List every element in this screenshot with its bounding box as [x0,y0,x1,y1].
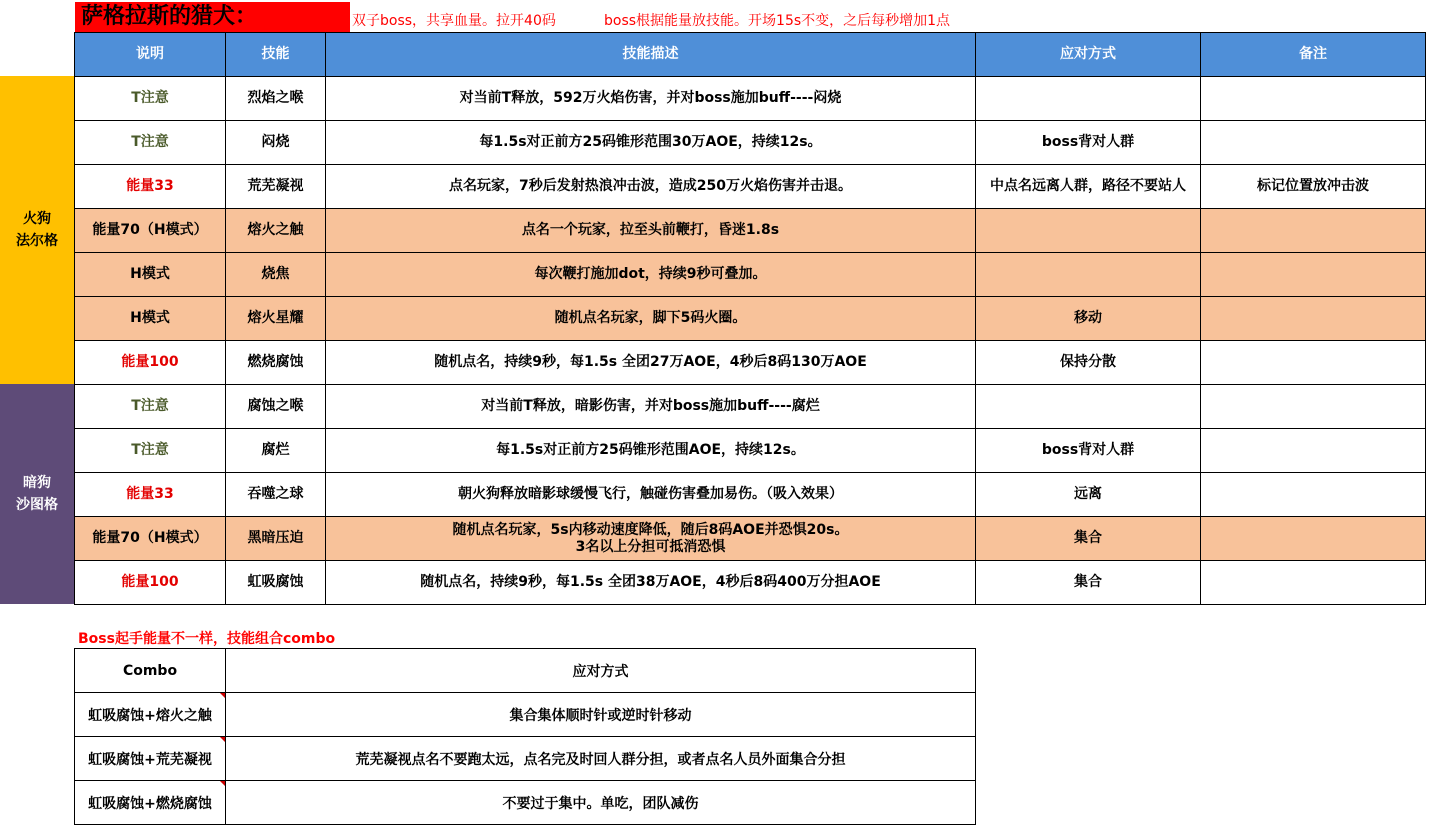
group-fire-line1: 火狗 [23,211,51,227]
cell-response: 保持分散 [976,341,1201,385]
col-header-description: 技能描述 [326,33,976,77]
combo-cell-response: 不要过于集中。单吃，团队减伤 [226,781,976,825]
cell-response: 集合 [976,561,1201,605]
cell-response [976,253,1201,297]
cell-skill: 烧焦 [226,253,326,297]
cell-remark [1201,77,1426,121]
group-dark-line2: 沙图格 [16,497,58,513]
cell-skill: 腐烂 [226,429,326,473]
table-row [75,77,1426,121]
combo-name: 虹吸腐蚀+燃烧腐蚀 [88,795,212,812]
cell-description [326,121,976,165]
cell-note: 能量70（H模式） [75,209,226,253]
cell-description [326,517,976,561]
cell-skill: 燃烧腐蚀 [226,341,326,385]
cell-note: T注意 [75,385,226,429]
combo-table-header [75,649,976,693]
description-line: 随机点名，持续9秒，每1.5s 全团27万AOE，4秒后8码130万AOE [434,354,867,370]
cell-description [326,297,976,341]
cell-response: 中点名远离人群，路径不要站人 [976,165,1201,209]
cell-description [326,77,976,121]
table-row [75,165,1426,209]
cell-skill: 荒芜凝视 [226,165,326,209]
cell-skill: 熔火之触 [226,209,326,253]
description-line: 3名以上分担可抵消恐惧 [575,538,726,555]
comment-indicator-icon[interactable] [220,737,225,742]
cell-description [326,561,976,605]
cell-skill: 黑暗压迫 [226,517,326,561]
boss-note-shared-health: 双子boss，共享血量。拉开40码 [352,13,556,29]
cell-note: 能量33 [75,165,226,209]
cell-response: boss背对人群 [976,121,1201,165]
cell-description [326,385,976,429]
cell-note: T注意 [75,121,226,165]
cell-description [326,473,976,517]
combo-cell-response: 集合集体顺时针或逆时针移动 [226,693,976,737]
cell-skill: 烈焰之喉 [226,77,326,121]
cell-note: 能量33 [75,473,226,517]
cell-remark [1201,561,1426,605]
cell-skill: 虹吸腐蚀 [226,561,326,605]
cell-response [976,385,1201,429]
table-row [75,429,1426,473]
description-line: 随机点名玩家，5s内移动速度降低，随后8码AOE并恐惧20s。 [452,521,849,538]
combo-col-header-combo: Combo [75,649,226,693]
description-line: 每次鞭打施加dot，持续9秒可叠加。 [534,266,767,282]
description-line: 每1.5s对正前方25码锥形范围AOE，持续12s。 [496,442,805,458]
cell-remark [1201,253,1426,297]
cell-note: T注意 [75,429,226,473]
cell-description [326,165,976,209]
table-row [75,209,1426,253]
table-row [75,121,1426,165]
table-row [75,561,1426,605]
combo-row [75,693,976,737]
combo-name: 虹吸腐蚀+荒芜凝视 [88,751,212,768]
cell-remark: 标记位置放冲击波 [1201,165,1426,209]
cell-remark [1201,121,1426,165]
group-fire-line2: 法尔格 [16,233,58,249]
cell-skill: 熔火星耀 [226,297,326,341]
description-line: 点名玩家，7秒后发射热浪冲击波，造成250万火焰伤害并击退。 [449,178,852,194]
group-fire-dog [0,76,74,384]
cell-skill: 腐蚀之喉 [226,385,326,429]
comment-indicator-icon[interactable] [220,693,225,698]
description-line: 对当前T释放，暗影伤害，并对boss施加buff----腐烂 [481,398,820,414]
page-title: 萨格拉斯的猎犬： [75,2,350,32]
cell-response: 集合 [976,517,1201,561]
combo-cell-response: 荒芜凝视点名不要跑太远，点名完及时回人群分担，或者点名人员外面集合分担 [226,737,976,781]
comment-indicator-icon[interactable] [220,781,225,786]
description-line: 朝火狗释放暗影球缓慢飞行，触碰伤害叠加易伤。（吸入效果） [458,486,843,502]
description-line: 每1.5s对正前方25码锥形范围30万AOE，持续12s。 [479,134,822,150]
cell-remark [1201,297,1426,341]
combo-cell-name [75,737,226,781]
cell-description [326,209,976,253]
cell-remark [1201,341,1426,385]
skill-table [74,32,1426,605]
col-header-remark: 备注 [1201,33,1426,77]
group-dark-dog [0,384,74,604]
cell-remark [1201,517,1426,561]
combo-section-title: Boss起手能量不一样，技能组合combo [78,631,336,647]
cell-remark [1201,429,1426,473]
cell-remark [1201,385,1426,429]
table-row [75,385,1426,429]
description-line: 随机点名，持续9秒，每1.5s 全团38万AOE，4秒后8码400万分担AOE [420,574,881,590]
table-row [75,473,1426,517]
cell-description [326,429,976,473]
combo-row [75,737,976,781]
col-header-response: 应对方式 [976,33,1201,77]
cell-note: T注意 [75,77,226,121]
cell-remark [1201,473,1426,517]
cell-skill: 吞噬之球 [226,473,326,517]
cell-response [976,77,1201,121]
skill-table-header [75,33,1426,77]
cell-skill: 闷烧 [226,121,326,165]
combo-col-header-response: 应对方式 [226,649,976,693]
combo-row [75,781,976,825]
cell-note: H模式 [75,253,226,297]
cell-note: H模式 [75,297,226,341]
col-header-note: 说明 [75,33,226,77]
cell-description [326,253,976,297]
cell-note: 能量100 [75,561,226,605]
combo-table [74,648,976,825]
description-line: 随机点名玩家，脚下5码火圈。 [554,310,747,326]
combo-cell-name [75,781,226,825]
table-row [75,297,1426,341]
cell-remark [1201,209,1426,253]
description-line: 对当前T释放，592万火焰伤害，并对boss施加buff----闷烧 [459,90,842,106]
table-row [75,253,1426,297]
col-header-skill: 技能 [226,33,326,77]
table-row [75,517,1426,561]
combo-name: 虹吸腐蚀+熔火之触 [88,707,212,724]
cell-note: 能量100 [75,341,226,385]
cell-note: 能量70（H模式） [75,517,226,561]
description-line: 点名一个玩家，拉至头前鞭打，昏迷1.8s [521,222,780,238]
cell-description [326,341,976,385]
cell-response: 移动 [976,297,1201,341]
group-dark-line1: 暗狗 [23,475,51,491]
combo-cell-name [75,693,226,737]
cell-response: 远离 [976,473,1201,517]
cell-response [976,209,1201,253]
cell-response: boss背对人群 [976,429,1201,473]
boss-note-energy: boss根据能量放技能。开场15s不变，之后每秒增加1点 [604,13,951,29]
table-row [75,341,1426,385]
